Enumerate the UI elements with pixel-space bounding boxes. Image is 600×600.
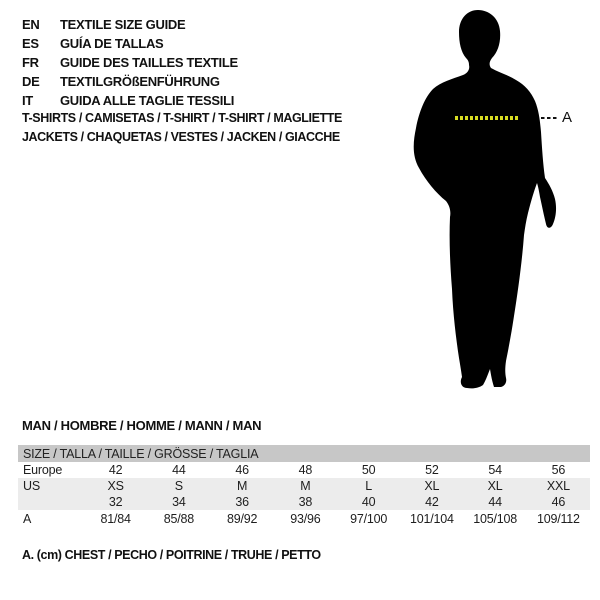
cell: 42 [400, 494, 463, 510]
measurement-footnote: A. (cm) CHEST / PECHO / POITRINE / TRUHE / PETTO [22, 548, 321, 562]
language-title: GUIDE DES TAILLES TEXTILE [60, 55, 238, 70]
cell: 44 [172, 463, 186, 477]
row-label: A [23, 512, 32, 526]
cell: 50 [361, 463, 376, 477]
language-code: ES [22, 36, 39, 51]
language-code: EN [22, 17, 40, 32]
row-label: Europe [23, 463, 63, 477]
cell: S [147, 478, 210, 494]
cell: 97/100 [350, 512, 388, 526]
category-jackets: JACKETS / CHAQUETAS / VESTES / JACKEN / GIACCHE [22, 130, 340, 144]
size-table-header-row [18, 445, 590, 462]
cell: XXL [527, 478, 590, 494]
language-code: FR [22, 55, 39, 70]
cell: XL [400, 478, 463, 494]
cell: 56 [551, 463, 566, 477]
cell: 46 [527, 494, 590, 510]
language-title: TEXTILE SIZE GUIDE [60, 17, 186, 32]
table-row-europe [18, 462, 590, 478]
table-row-us-numeric [18, 494, 590, 510]
measurement-label-a: A [562, 109, 573, 126]
cell: 34 [147, 494, 210, 510]
table-row-us-letter [18, 478, 590, 494]
cell: 54 [488, 463, 502, 477]
cell: 89/92 [226, 512, 258, 526]
cell: 85/88 [163, 512, 195, 526]
cell: 109/112 [536, 512, 580, 526]
cell: 105/108 [473, 512, 518, 526]
cell: L [337, 478, 400, 494]
row-label: US [18, 478, 84, 494]
cell: 44 [464, 494, 527, 510]
man-silhouette-shape [414, 10, 556, 388]
cell: 81/84 [100, 512, 131, 526]
cell: 38 [274, 494, 337, 510]
cell: 42 [108, 463, 123, 477]
size-table-header: SIZE / TALLA / TAILLE / GRÖSSE / TAGLIA [18, 445, 590, 462]
cell: XL [464, 478, 527, 494]
language-code: IT [22, 93, 33, 108]
cell: 52 [425, 463, 439, 477]
cell: XS [84, 478, 147, 494]
language-code: DE [22, 74, 40, 89]
size-table [18, 445, 590, 528]
language-title: GUÍA DE TALLAS [60, 36, 164, 51]
section-title-man: MAN / HOMBRE / HOMME / MANN / MAN [22, 418, 262, 433]
category-tshirts: T-SHIRTS / CAMISETAS / T-SHIRT / T-SHIRT / MAGLIETTE [22, 111, 342, 125]
table-row-chest-measure [18, 510, 590, 528]
cell: 93/96 [290, 512, 321, 526]
row-label [18, 494, 84, 510]
cell: 48 [298, 463, 313, 477]
cell: M [211, 478, 274, 494]
cell: 36 [211, 494, 274, 510]
language-title: TEXTILGRÖßENFÜHRUNG [60, 74, 220, 89]
cell: 32 [84, 494, 147, 510]
cell: 40 [337, 494, 400, 510]
cell: 101/104 [409, 512, 454, 526]
cell: 46 [235, 463, 249, 477]
language-title: GUIDA ALLE TAGLIE TESSILI [60, 93, 235, 108]
cell: M [274, 478, 337, 494]
